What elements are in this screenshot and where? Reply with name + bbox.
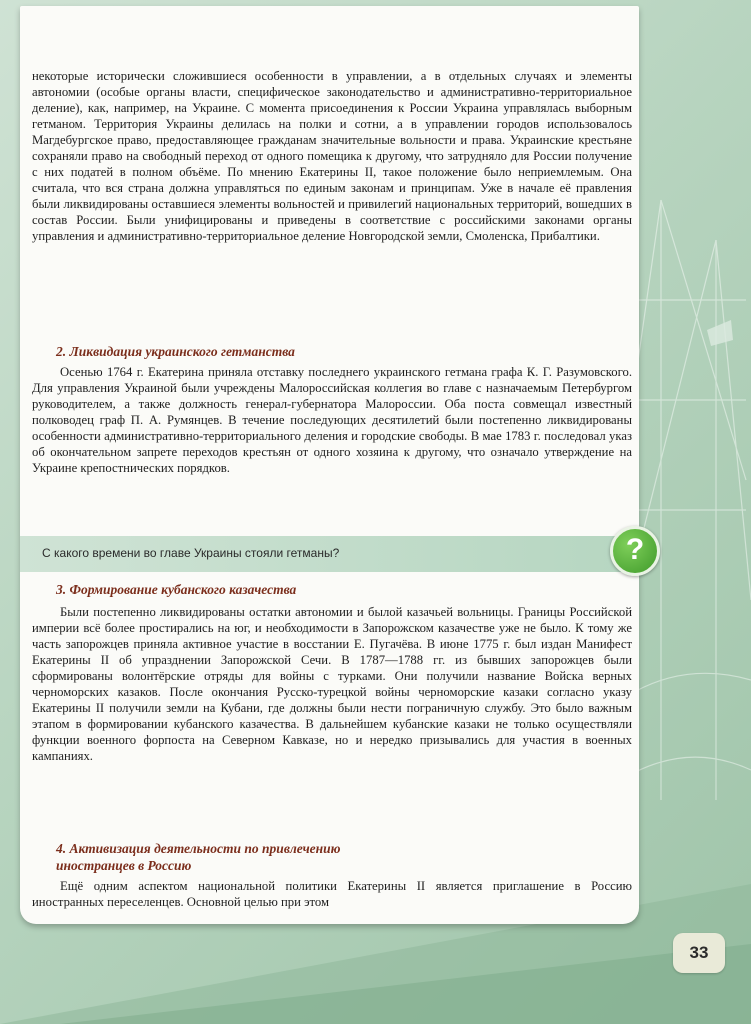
paragraph-intro: некоторые исторически сложившиеся особенности в управлении, а в отдельных случаях и элементы автономии (особые органы власти, специфическое законодательство и административно-территориальное деление), как, например, на Украине. С момента присоединения к России Украина управлялась выборным гетманом. Территория Украины делилась на полки и сотни, а в управлении городов использовалось Магдебургское право, предоставляющее гражданам значительные вольности и права. Украинские крестьяне сохраняли право на свободный переход от одного помещика к другому, что затрудняло для России получение с них податей в полном объёме. По мнению Екатерины II, такое положение было неприемлемым. Она считала, что вся страна должна управляться по единым законам и принципам. Уже в начале её правления были ликвидированы оставшиеся элементы вольностей и привилегий национальных территорий, вошедших в состав России. Были унифицированы и приведены в соответствие с российскими законами органы управления и административно-территориальное деление Новгородской земли, Смоленска, Прибалтики. (32, 69, 632, 243)
section-heading-2: 2. Ликвидация украинского гетманства (56, 344, 295, 359)
page-number: 33 (673, 933, 725, 973)
section-heading-3: 3. Формирование кубанского казачества (56, 582, 297, 597)
question-mark-icon: ? (610, 526, 660, 576)
paragraph-section-3: Были постепенно ликвидированы остатки автономии и былой казачьей вольницы. Границы Российской империи всё более простирались на юг, и необходимости в Запорожском казачестве уже не было. К тому же часть запорожцев приняла активное участие в восстании Е. Пугачёва. В июне 1775 г. был издан Манифест Екатерины II об упразднении Запорожской Сечи. В 1787—1788 гг. из бывших запорожцев были сформированы волонтёрские отряды для войны с турками. Они получили название Войска верных черноморских казаков. После окончания Русско-турецкой войны черноморские казаки согласно указу Екатерины II получили земли на Кубани, где должны были нести пограничную службу. Это было важным этапом в формировании кубанского казачества. В дальнейшем кубанские казаки не только осуществляли функции военного форпоста на Северном Кавказе, но и нередко призывались для участия в военных кампаниях. (32, 605, 632, 763)
paragraph-section-2: Осенью 1764 г. Екатерина приняла отставку последнего украинского гетмана графа К. Г. Разумовского. Для управления Украиной были учреждены Малороссийская коллегия во главе с назначаемым Петербургом руководителем, а также должность генерал-губернатора Малороссии. Оба поста совмещал известный полководец граф П. А. Румянцев. В течение последующих десятилетий были постепенно ликвидированы особенности административно-территориального деления и городские свободы. В мае 1783 г. последовал указ об окончательном запрете переходов крестьян от одного хозяина к другому, что означало утверждение на Украине крепостнических порядков. (32, 365, 632, 475)
question-text: С какого времени во главе Украины стояли гетманы? (42, 546, 340, 560)
paragraph-section-4: Ещё одним аспектом национальной политики Екатерины II является приглашение в Россию иностранных переселенцев. Основной целью при этом (32, 879, 632, 909)
section-heading-4-line1: 4. Активизация деятельности по привлечению (56, 841, 341, 856)
textbook-page (20, 6, 639, 924)
section-heading-4-line2: иностранцев в Россию (56, 858, 192, 873)
section-heading-4 (56, 840, 341, 874)
question-bar (20, 536, 639, 572)
